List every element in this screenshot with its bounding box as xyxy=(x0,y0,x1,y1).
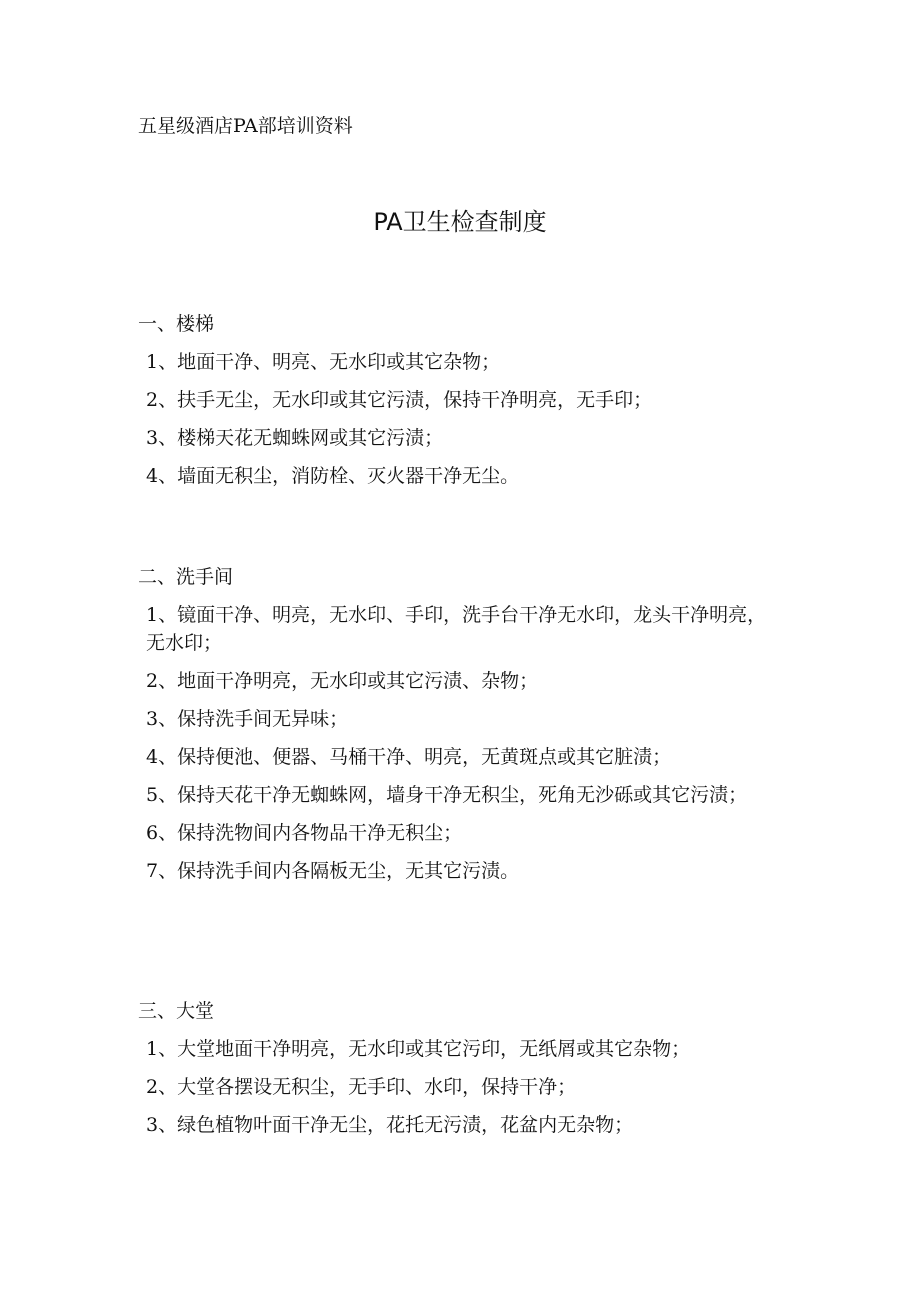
list-item: 2、大堂各摆设无积尘，无手印、水印，保持干净； xyxy=(146,1076,577,1098)
document-title: PA卫生检查制度 xyxy=(373,208,547,236)
section-heading: 一、楼梯 xyxy=(138,313,215,335)
list-item: 2、扶手无尘，无水印或其它污渍，保持干净明亮，无手印； xyxy=(146,389,653,411)
section-restroom xyxy=(138,563,778,895)
list-item: 6、保持洗物间内各物品干净无积尘； xyxy=(146,822,463,844)
list-item: 1、地面干净、明亮、无水印或其它杂物； xyxy=(146,351,501,373)
list-item: 1、大堂地面干净明亮，无水印或其它污印，无纸屑或其它杂物； xyxy=(146,1038,691,1060)
list-item: 4、保持便池、便器、马桶干净、明亮，无黄斑点或其它脏渍； xyxy=(146,746,672,768)
document-header: 五星级酒店PA部培训资料 xyxy=(138,115,353,137)
list-item: 3、绿色植物叶面干净无尘，花托无污渍，花盆内无杂物； xyxy=(146,1114,634,1136)
list-item: 2、地面干净明亮，无水印或其它污渍、杂物； xyxy=(146,670,539,692)
list-item: 5、保持天花干净无蜘蛛网，墙身干净无积尘，死角无沙砾或其它污渍； xyxy=(146,784,748,806)
section-heading: 三、大堂 xyxy=(138,1000,215,1022)
section-lobby xyxy=(138,997,778,1149)
list-item: 3、楼梯天花无蜘蛛网或其它污渍； xyxy=(146,427,444,449)
list-item: 1、镜面干净、明亮，无水印、手印，洗手台干净无水印，龙头干净明亮，无水印； xyxy=(146,604,767,654)
list-item: 4、墙面无积尘，消防栓、灭火器干净无尘。 xyxy=(146,465,520,487)
section-stairs xyxy=(138,310,778,500)
list-item: 7、保持洗手间内各隔板无尘，无其它污渍。 xyxy=(146,860,520,882)
list-item: 3、保持洗手间无异味； xyxy=(146,708,349,730)
section-heading: 二、洗手间 xyxy=(138,566,234,588)
